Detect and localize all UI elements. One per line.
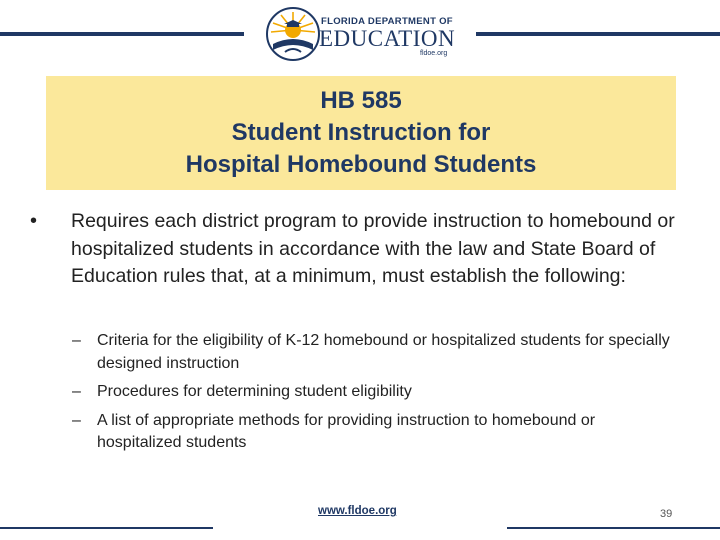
dash-icon: – [72,383,81,400]
sub-bullet-text: A list of appropriate methods for providing instruction to homebound or hospitalized students [97,411,596,451]
dash-icon: – [72,332,81,349]
fldoe-seal-icon [265,6,321,62]
slide-page-number: 39 [660,508,673,520]
sub-bullet-item [72,330,682,375]
logo-text-education: EDUCATION [319,26,456,51]
sub-bullet-text: Criteria for the eligibility of K-12 homebound or hospitalized students for specially designed instruction [97,332,670,372]
header-rule-right [476,32,720,36]
main-bullet [30,208,680,291]
logo-text-url: fldoe.org [420,50,448,57]
sub-bullet-item [72,410,682,455]
header-rule-left [0,32,244,36]
dash-icon: – [72,411,81,429]
footer-website-link[interactable]: www.fldoe.org [318,505,397,517]
fldoe-logo [265,6,465,62]
sub-bullet-list [72,330,682,461]
slide-title-box [46,76,676,190]
slide-title-line-2: Student Instruction for [231,119,491,146]
footer-rule-left [0,527,213,529]
sub-bullet-text: Procedures for determining student eligibility [97,383,412,400]
main-bullet-text: Requires each district program to provide instruction to homebound or hospitalized students in accordance with the law and State Board of Education rules that, at a minimum, must establish the following: [71,210,675,287]
slide-title-line-3: Hospital Homebound Students [185,151,537,178]
logo-text-department: FLORIDA DEPARTMENT OF [321,16,453,27]
footer-rule-right [507,527,720,529]
slide-title-line-1: HB 585 [320,87,402,114]
bullet-dot-icon: • [30,210,38,232]
sub-bullet-item [72,381,682,404]
